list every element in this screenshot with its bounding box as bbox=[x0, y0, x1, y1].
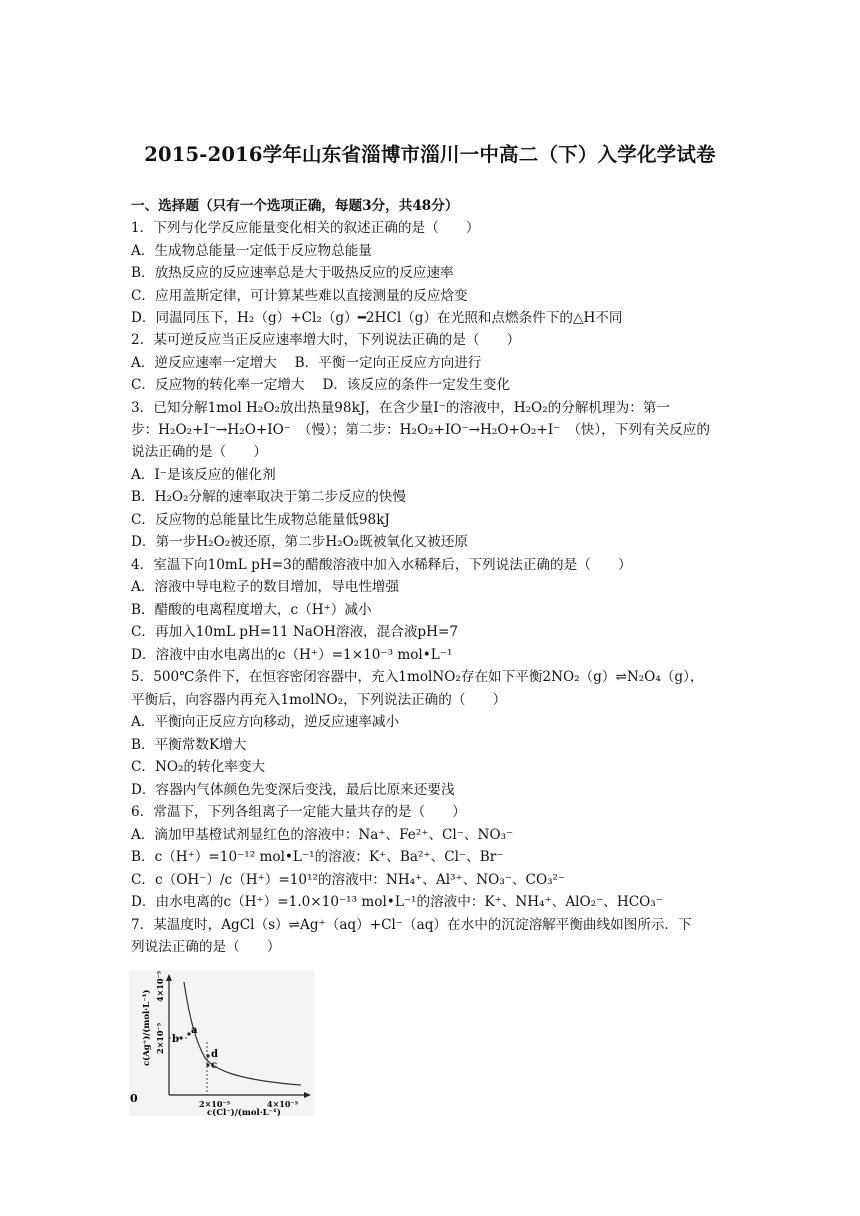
point-c bbox=[206, 1063, 209, 1066]
point-d bbox=[206, 1054, 209, 1057]
question-1-option-b: B．放热反应的反应速率总是大于吸热反应的反应速率 bbox=[131, 265, 454, 281]
question-2-options-ab: A．逆反应速率一定增大 B．平衡一定向正反应方向进行 bbox=[131, 355, 482, 371]
question-5-option-d: D．容器内气体颜色先变深后变浅，最后比原来还要浅 bbox=[131, 782, 455, 798]
question-2-options-cd: C．反应物的转化率一定增大 D．该反应的条件一定发生变化 bbox=[131, 377, 511, 393]
point-label-a: a bbox=[191, 1025, 198, 1036]
question-6-option-b: B．c（H⁺）=10⁻¹² mol•L⁻¹的溶液：K⁺、Ba²⁺、Cl⁻、Br⁻ bbox=[131, 849, 504, 865]
question-3-option-d: D．第一步H₂O₂被还原，第二步H₂O₂既被氧化又被还原 bbox=[131, 534, 468, 550]
x-tick-2: 4×10⁻⁵ bbox=[267, 1099, 299, 1109]
question-5-option-c: C．NO₂的转化率变大 bbox=[131, 759, 266, 775]
question-1-option-c: C．应用盖斯定律，可计算某些难以直接测量的反应焓变 bbox=[131, 288, 468, 304]
question-1-option-a: A．生成物总能量一定低于反应物总能量 bbox=[131, 243, 372, 259]
question-4-stem: 4．室温下向10mL pH=3的醋酸溶液中加入水稀释后，下列说法正确的是（ ） bbox=[131, 557, 632, 573]
question-4-option-a: A．溶液中导电粒子的数目增加，导电性增强 bbox=[131, 579, 400, 595]
question-7-stem: 7．某温度时，AgCl（s）⇌Ag⁺（aq）+Cl⁻（aq）在水中的沉淀溶解平衡曲线如图所示．下 bbox=[131, 917, 692, 933]
point-label-b: b bbox=[172, 1034, 179, 1045]
question-3-stem: 说法正确的是（ ） bbox=[131, 444, 267, 460]
point-b bbox=[179, 1036, 182, 1039]
question-5-stem: 平衡后，向容器内再充入1molNO₂，下列说法正确的（ ） bbox=[131, 692, 507, 708]
question-6-stem: 6．常温下，下列各组离子一定能大量共存的是（ ） bbox=[131, 804, 466, 820]
question-2-stem: 2．某可逆反应当正反应速率增大时，下列说法正确的是（ ） bbox=[131, 332, 521, 348]
question-3-option-a: A．I⁻是该反应的催化剂 bbox=[131, 467, 276, 483]
question-6-option-c: C．c（OH⁻）/c（H⁺）=10¹²的溶液中：NH₄⁺、Al³⁺、NO₃⁻、CO₃²⁻ bbox=[131, 872, 566, 888]
y-tick-1: 4×10⁻⁵ bbox=[155, 970, 165, 1002]
question-3-option-b: B．H₂O₂分解的速率取决于第二步反应的快慢 bbox=[131, 489, 406, 505]
question-4-option-b: B．醋酸的电离程度增大，c（H⁺）减小 bbox=[131, 602, 372, 618]
solubility-equilibrium-figure bbox=[129, 970, 314, 1116]
question-3-stem: 步：H₂O₂+I⁻→H₂O+IO⁻ （慢）；第二步：H₂O₂+IO⁻→H₂O+O₂+I⁻ （快），下列有关反应的 bbox=[131, 422, 710, 438]
point-label-d: d bbox=[211, 1049, 218, 1060]
question-4-option-d: D．溶液中由水电离出的c（H⁺）=1×10⁻³ mol•L⁻¹ bbox=[131, 647, 453, 663]
question-3-option-c: C．反应物的总能量比生成物总能量低98kJ bbox=[131, 512, 390, 528]
x-axis-label: c(Cl⁻)/(mol·L⁻¹) bbox=[207, 1108, 281, 1116]
question-3-stem: 3．已知分解1mol H₂O₂放出热量98kJ，在含少量I⁻的溶液中，H₂O₂的分解机理为：第一 bbox=[131, 400, 670, 416]
question-6-option-d: D．由水电离的c（H⁺）=1.0×10⁻¹³ mol•L⁻¹的溶液中：K⁺、NH₄⁺、AlO₂⁻、HCO₃⁻ bbox=[131, 894, 663, 910]
point-label-c: c bbox=[211, 1060, 218, 1071]
question-6-option-a: A．滴加甲基橙试剂显红色的溶液中：Na⁺、Fe²⁺、Cl⁻、NO₃⁻ bbox=[131, 827, 514, 843]
question-5-option-a: A．平衡向正反应方向移动，逆反应速率减小 bbox=[131, 714, 400, 730]
question-5-stem: 5．500℃条件下，在恒容密闭容器中，充入1molNO₂存在如下平衡2NO₂（g）⇌N₂O₄（g）， bbox=[131, 669, 704, 685]
question-1-stem: 1．下列与化学反应能量变化相关的叙述正确的是（ ） bbox=[131, 220, 480, 236]
question-5-option-b: B．平衡常数K增大 bbox=[131, 737, 247, 753]
y-axis-label: c(Ag⁺)/(mol·L⁻¹) bbox=[142, 989, 152, 1066]
section-heading: 一、选择题（只有一个选项正确，每题3分，共48分） bbox=[131, 198, 459, 214]
question-7-stem: 列说法正确的是（ ） bbox=[131, 939, 281, 955]
equilibrium-curve bbox=[184, 982, 301, 1085]
origin-label: 0 bbox=[130, 1092, 138, 1105]
exam-title: 2015-2016学年山东省淄博市淄川一中高二（下）入学化学试卷 bbox=[144, 143, 716, 166]
x-axis-arrow bbox=[304, 1092, 311, 1098]
question-4-option-c: C．再加入10mL pH=11 NaOH溶液，混合液pH=7 bbox=[131, 624, 459, 640]
x-tick-1: 2×10⁻⁵ bbox=[199, 1099, 231, 1109]
question-1-option-d: D．同温同压下，H₂（g）+Cl₂（g）━2HCl（g）在光照和点燃条件下的△H不同 bbox=[131, 310, 623, 326]
y-tick-2: 2×10⁻⁵ bbox=[155, 1022, 165, 1054]
y-axis-arrow bbox=[166, 974, 172, 981]
